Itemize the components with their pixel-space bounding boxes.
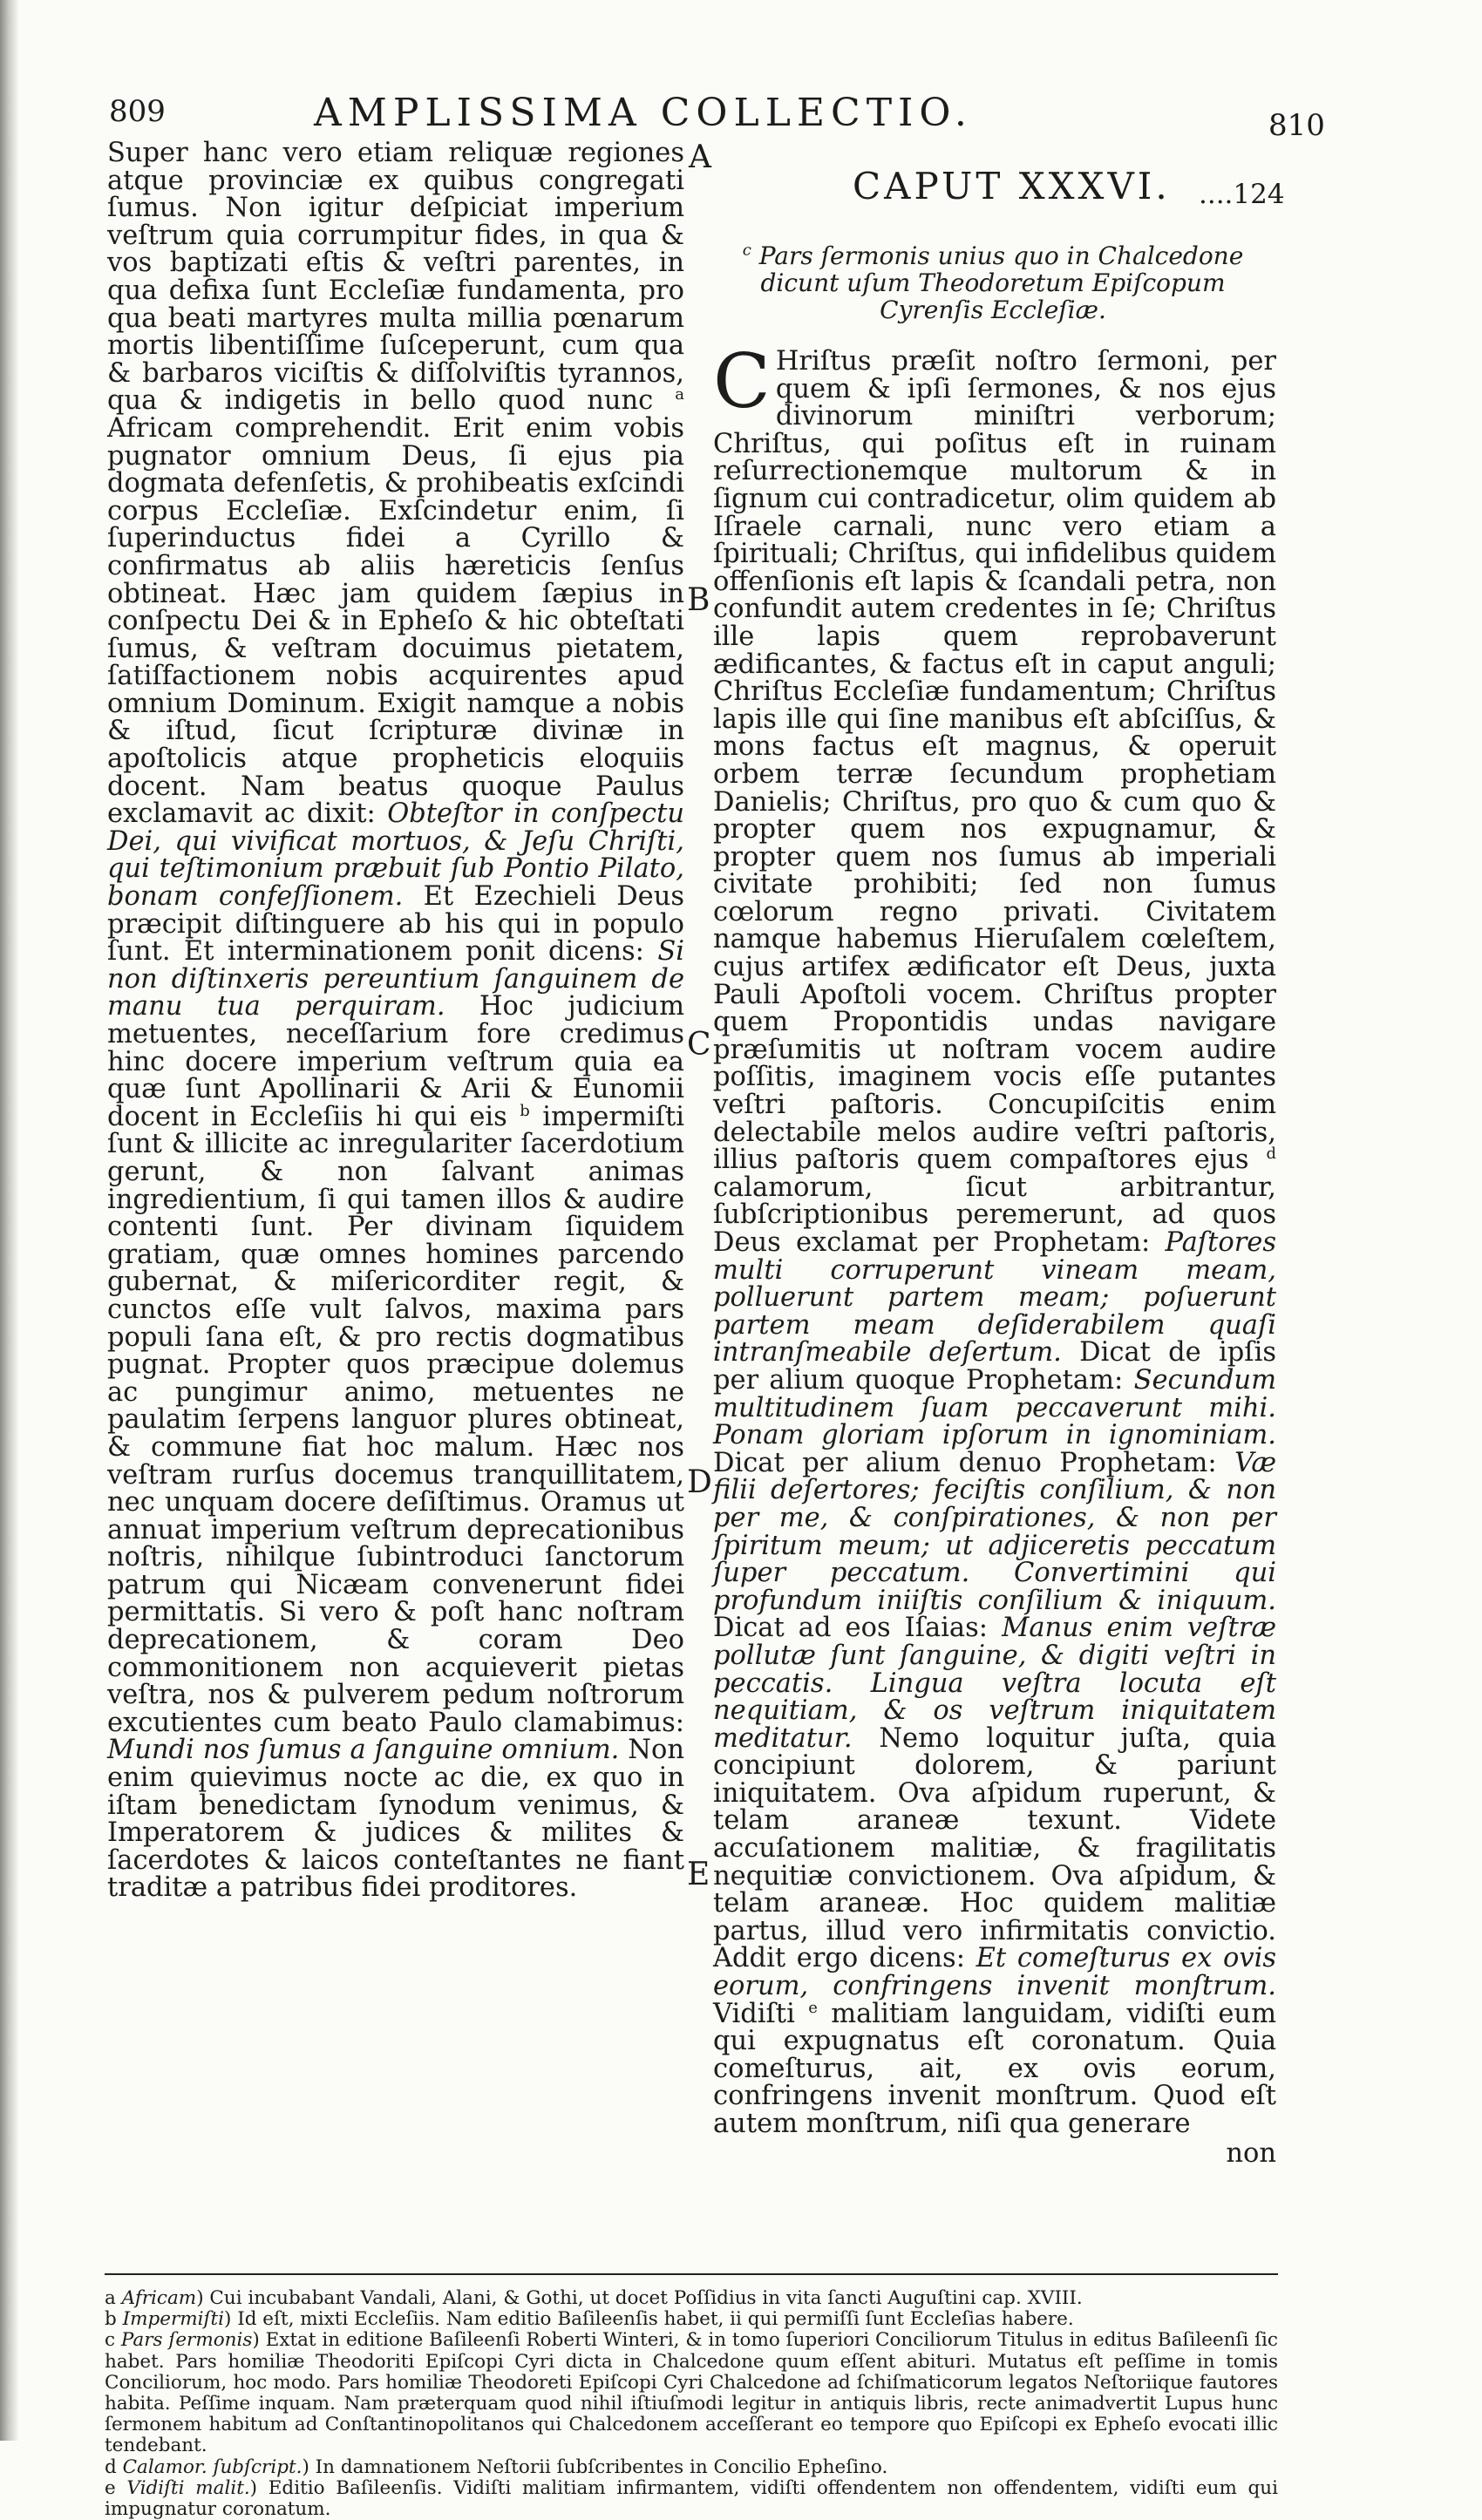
right-column-text: C Hriſtus præſit noſtro ſermoni, per quem & ipſi ſermones, & nos ejus divinorum miniſtri verborum; Chriſtus, qui poſitus eſt in ruinam reſurrectionemque multorum & in ſignum cui contradicetur, olim quidem ab Iſraele carnali, nunc vero etiam a ſpirituali; Chriſtus, qui infidelibus quidem offenſionis eſt lapis & ſcandali petra, non confundit autem credentes in ſe; Chriſtus ille lapis quem reprobaverunt ædificantes, & factus eſt in caput anguli; Chriſtus Eccleſiæ fundamentum; Chriſtus lapis ille qui ſine manibus eſt abſciſſus, & mons factus eſt magnus, & operuit orbem terræ ſecundum prophetiam Danielis; Chriſtus, pro quo & cum quo & propter quem nos expugnamur, & propter quem nos ſumus ab imperiali civitate prohibiti; ſed non ſumus cœlorum regno privati. Civitatem namque habemus Hieruſalem cœleſtem, cujus artifex ædificator eſt Deus, juxta Pauli Apoſtoli vocem. Chriſtus propter quem Propontidis undas navigare præſumitis ut noſtram vocem audire poſſitis, imaginem vocis eſſe putantes veſtri paſtoris. Concupiſcitis enim delectabile melos audire veſtri paſtoris, illius paſtoris quem compaſtores ejus $^d$ calamorum, ſicut arbitrantur, ſubſcriptionibus peremerunt, ad quos Deus exclamat per Prophetam: Paſtores multi corruperunt vineam meam, polluerunt partem meam; poſuerunt partem meam deſiderabilem quaſi intranſmeabile deſertum. Dicat de ipſis per alium quoque Prophetam: Secundum multitudinem ſuam peccaverunt mihi. Ponam gloriam ipſorum in ignominiam. Dicat per alium denuo Prophetam: Væ filii deſertores; feciſtis conſilium, & non per me, & conſpirationes, & non per ſpiritum meum; ut adjiceretis peccatum ſuper peccatum. Convertimini qui profundum iniiſtis conſilium & iniquum. Dicat ad eos Iſaias: Manus enim veſtræ pollutæ ſunt ſanguine, & digiti veſtri in peccatis. Lingua veſtra locuta eſt nequitiam, & os veſtrum iniquitatem meditatur. Nemo loquitur juſta, quia concipiunt dolorem, & pariunt iniquitatem. Ova aſpidum ruperunt, & telam araneæ texunt. Videte accuſationem malitiæ, & fragilitatis nequitiæ convictionem. Ova aſpidum, & telam araneæ. Hoc quidem malitiæ partus, illud vero infirmitatis convictio. Addit ergo dicens: Et comeſturus ex ovis eorum, confringens invenit monſtrum. Vidiſti $^e$ malitiam languidam, vidiſti eum qui expugnatus eſt coronatum. Quia comeſturus, ait, ex ovis eorum, confringens invenit monſtrum. Quod eſt autem monſtrum, niſi qua generare: [713, 338, 1277, 2139]
margin-letter-c: C: [687, 1027, 711, 1063]
footnote-a: a Africam) Cui incubabant Vandali, Alani, & Gothi, ut docet Poſſidius in vita ſancti Auguſtini cap. XVIII.: [105, 2287, 1083, 2309]
footnote-e: e Vidiſti malit.) Editio Baſileenſis. Vidiſti malitiam infirmantem, vidiſti offendentem non offendentem, vidiſti eum qui impugnatur coronatum.: [105, 2476, 1279, 2520]
footnotes: [105, 2288, 1278, 2520]
page-gutter-shadow: [0, 0, 19, 2441]
footnote-marker-b: b: [520, 1101, 530, 1120]
margin-letter-a: A: [689, 139, 711, 175]
footnote-marker-e: e: [808, 1998, 818, 2017]
right-page-number: 810: [1268, 108, 1325, 143]
chapter-heading: CAPUT XXXVI.: [853, 165, 1171, 207]
left-column: [107, 139, 684, 1902]
left-page-number: 809: [109, 94, 166, 129]
footnote-c: c Pars ſermonis) Extat in editione Baſileenſi Roberti Winteri, & in tomo ſuperiori Conciliorum Titulus in editus Baſileenſi ſic habet. Pars homiliæ Theodoriti Epiſcopi Cyri dicta in Chalcedone quum eſſent abituri. Mutatus eſt peſſime in tomis Conciliorum, hoc modo. Pars homiliæ Theodoreti Epiſcopi Cyri Chalcedone ad ſchiſmaticorum legatos Neſtoriique fautores habita. Peſſime inquam. Nam præterquam quod nihil iſtiuſmodi legitur in antiquis libris, recte animadvertit Lupus hunc ſermonem habitum ad Conſtantinopolitanos qui Chalcedonem acceſſerant eo tempore quo Epiſcopi ex Epheſo evocati illic tendebant.: [105, 2329, 1278, 2457]
drop-cap: C: [713, 338, 771, 425]
footnote-rule: [105, 2273, 1278, 2275]
footnote-marker-c: c: [742, 241, 751, 260]
margin-letter-d: D: [687, 1464, 712, 1500]
page-header: [0, 91, 1482, 143]
right-column: [713, 139, 1285, 2169]
chapter-summary: $^c$ Pars ſermonis unius quo in Chalcedone dicunt uſum Theodoretum Epiſcopum Cyrenſis Eccleſiæ.: [742, 241, 1244, 324]
catchword: non: [1226, 2137, 1276, 2169]
left-column-text: Super hanc vero etiam reliquæ regiones atque provinciæ ex quibus congregati ſumus. Non igitur deſpiciat imperium veſtrum quia corrumpitur fides, in qua & vos baptizati eſtis & veſtri parentes, in qua defixa ſunt Eccleſiæ fundamenta, pro qua beati martyres multa millia pœnarum mortis libentiſſime ſuſceperunt, cum qua & barbaros viciſtis & diſſolviſtis tyrannos, qua & indigetis in bello quod nunc $^a$ Africam comprehendit. Erit enim vobis pugnator omnium Deus, ſi ejus pia dogmata defenſetis, & prohibeatis exſcindi corpus Eccleſiæ. Exſcindetur enim, ſi ſuperinductus fidei a Cyrillo & confirmatus ab aliis hæreticis ſenſus obtineat. Hæc jam quidem ſæpius in conſpectu Dei & in Epheſo & hic obteſtati ſumus, & veſtram docuimus pietatem, ſatiſfactionem nobis acquirentes apud omnium Dominum. Exigit namque a nobis & iſtud, ſicut ſcripturæ divinæ in apoſtolicis atque propheticis eloquiis docent. Nam beatus quoque Paulus exclamavit ac dixit: Obteſtor in conſpectu Dei, qui vivificat mortuos, & Jeſu Chriſti, qui teſtimonium præbuit ſub Pontio Pilato, bonam confeſſionem. Et Ezechieli Deus præcipit diſtinguere ab his qui in populo ſunt. Et interminationem ponit dicens: Si non diſtinxeris pereuntium ſanguinem de manu tua perquiram. Hoc judicium metuentes, neceſſarium fore credimus hinc docere imperium veſtrum quia ea quæ ſunt Apollinarii & Arii & Eunomii docent in Eccleſiis hi qui eis $^b$ impermiſti ſunt & illicite ac inregulariter ſacerdotium gerunt, & non ſalvant animas ingredientium, ſi qui tamen illos & audire contenti ſunt. Per divinam ſiquidem gratiam, quæ omnes homines parcendo gubernat, & miſericorditer regit, & cunctos eſſe vult ſalvos, maxima pars populi ſana eſt, & pro rectis dogmatibus pugnat. Propter quos præcipue dolemus ac pungimur animo, metuentes ne paulatim ſerpens languor plures obtineat, & commune fiat hoc malum. Hæc nos veſtram rurſus docemus tranquillitatem, nec unquam docere deſiſtimus. Oramus ut annuat imperium veſtrum deprecationibus noſtris, nihilque ſubintroduci ſanctorum patrum qui Nicæam convenerunt fidei permittatis. Si vero & poſt hanc noſtram deprecationem, & coram Deo commonitionem non acquieverit pietas veſtra, nos & pulverem pedum noſtrorum excutientes cum beato Paulo clamabimus: Mundi nos ſumus a ſanguine omnium. Non enim quievimus nocte ac die, ex quo in iſtam benedictam ſynodum venimus, & Imperatorem & judices & milites & ſacerdotes & laicos conteſtantes ne fiant traditæ a patribus fidei proditores.: [107, 138, 685, 1904]
margin-letter-b: B: [687, 582, 710, 618]
chapter-heading-block: [713, 165, 1285, 237]
footnote-marker-d: d: [1266, 1145, 1276, 1164]
footnote-b: b Impermiſti) Id eſt, mixti Eccleſiis. Nam editio Baſileenſis habet, ii qui permiſſi ſunt Eccleſias habere.: [105, 2308, 1074, 2331]
margin-letter-e: E: [687, 1857, 710, 1892]
footnote-marker-a: a: [675, 385, 684, 404]
running-title: AMPLISSIMA COLLECTIO.: [314, 91, 973, 135]
footnote-d: d Calamor. ſubſcript.) In damnationem Neſtorii ſubſcribentes in Concilio Epheſino.: [105, 2455, 888, 2478]
chapter-reference: ....124: [1199, 179, 1285, 210]
